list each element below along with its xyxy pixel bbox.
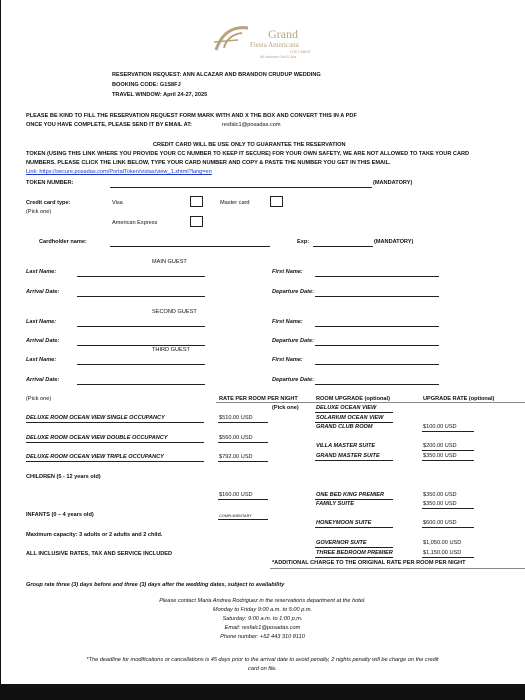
deadline-line1: *The deadline for modifications or cancellations is 45 days prior to the arrival date to avoid penalty, 2 nights penalty will be charge on the credit xyxy=(86,657,439,663)
room-single-underline[interactable] xyxy=(26,422,204,423)
contact-email: Email: resfalc1@posadas.com xyxy=(224,625,301,631)
children-price: $160.00 USD xyxy=(219,492,253,498)
card-type-label: Credit card type: xyxy=(26,200,71,206)
upgrade-grand-club: GRAND CLUB ROOM xyxy=(316,424,373,430)
amex-label: American Express xyxy=(112,220,158,226)
room-triple-price-line xyxy=(218,461,268,462)
room-double-price-line xyxy=(218,442,268,443)
upgrade-family-price-line xyxy=(422,508,474,509)
contact-phone: Phone number: +52 443 310 8110 xyxy=(220,634,305,640)
upgrade-one-bed-underline[interactable] xyxy=(315,499,393,500)
upgrade-three-bedroom-price-line xyxy=(422,557,474,558)
booking-code: BOOKING CODE: G1S8FJ xyxy=(112,82,181,88)
third-first-name-label: First Name: xyxy=(272,357,303,363)
third-departure-label: Departure Date: xyxy=(272,377,314,383)
additional-charge-note: *ADDITIONAL CHARGE TO THE ORIGINAL RATE PER ROOM PER NIGHT xyxy=(272,560,466,566)
second-first-name-label: First Name: xyxy=(272,319,303,325)
token-mandatory: (MANDATORY) xyxy=(373,180,413,186)
upgrade-villa-price-line xyxy=(422,450,474,451)
group-rate-note: Group rate three (3) days before and three (3) days after the wedding dates, subject to availability xyxy=(26,582,285,588)
upgrade-governor-price: $1,050.00 USD xyxy=(423,540,462,546)
mastercard-checkbox[interactable] xyxy=(270,196,283,207)
upgrade-villa-master-price: $200.00 USD xyxy=(423,443,457,449)
rates-pick-one: (Pick one) xyxy=(26,396,52,402)
children-price-line xyxy=(218,499,268,500)
third-first-name-field[interactable] xyxy=(315,364,439,365)
max-capacity: Maximum capacity: 3 adults or 2 adults and 2 child. xyxy=(26,532,163,538)
page-bottom-edge xyxy=(0,684,525,700)
token-number-field[interactable] xyxy=(110,187,372,188)
room-double-price: $560.00 USD xyxy=(219,435,253,441)
second-arrival-field[interactable] xyxy=(77,345,205,346)
upgrade-honeymoon-price-line xyxy=(422,527,474,528)
second-departure-label: Departure Date: xyxy=(272,338,314,344)
upgrade-grand-club-price: $100.00 USD xyxy=(423,424,457,430)
main-first-name-field[interactable] xyxy=(315,276,439,277)
upgrade-family-suite-price: $350.00 USD xyxy=(423,501,457,507)
guarantee-title: CREDIT CARD WILL BE USE ONLY TO GUARANTEE THE RESERVATION xyxy=(153,142,346,148)
upgrade-honeymoon-price: $600.00 USD xyxy=(423,520,457,526)
upgrade-three-bedroom-underline[interactable] xyxy=(315,557,393,558)
main-departure-label: Departure Date: xyxy=(272,289,314,295)
exp-label: Exp: xyxy=(297,239,310,245)
table-divider xyxy=(216,402,525,403)
token-portal-link[interactable]: Link: https://secure.posadas.com/PortalToken/vistas/view_1.xhtml?lang=en xyxy=(26,169,212,175)
upgrade-pick-one: (Pick one) xyxy=(272,405,299,411)
upgrade-honeymoon-underline[interactable] xyxy=(315,527,393,528)
instructions-email: resfalc1@posadas.com xyxy=(222,122,281,128)
second-last-name-field[interactable] xyxy=(77,326,205,327)
page-left-edge xyxy=(0,0,1,700)
room-single-price: $510.00 USD xyxy=(219,415,253,421)
room-double-name: DELUXE ROOM OCEAN VIEW DOUBLE OCCUPANCY xyxy=(26,435,168,441)
upgrade-grand-master: GRAND MASTER SUITE xyxy=(316,453,380,459)
room-triple-underline[interactable] xyxy=(26,461,204,462)
room-single-price-line xyxy=(218,422,268,423)
upgrade-deluxe-underline[interactable] xyxy=(315,412,393,413)
logo-allinclusive: All Inclusive Golf & Spa xyxy=(260,55,297,59)
upgrade-governor-underline[interactable] xyxy=(315,547,393,548)
upgrade-grand-master-underline[interactable] xyxy=(315,460,393,461)
upgrade-governor: GOVERNOR SUITE xyxy=(316,540,367,546)
second-first-name-field[interactable] xyxy=(315,326,439,327)
deadline-line2: card on file. xyxy=(248,666,277,672)
token-number-label: TOKEN NUMBER: xyxy=(26,180,74,186)
children-label: CHILDREN (5 - 12 years old) xyxy=(26,474,101,480)
infants-label: INFANTS (0 – 4 years old) xyxy=(26,512,94,518)
room-single-name: DELUXE ROOM OCEAN VIEW SINGLE OCCUPANCY xyxy=(26,415,165,421)
token-instructions-line2: NUMBERS. PLEASE CLICK THE LINK BELOW, TYPE YOUR CARD NUMBER AND COPY & PASTE THE NUMBER YOU GET IN THIS EMAIL. xyxy=(26,160,391,166)
upgrade-rate-header: UPGRADE RATE (optional) xyxy=(423,396,495,402)
third-arrival-field[interactable] xyxy=(77,384,205,385)
upgrade-grand-master-price-line xyxy=(422,460,474,461)
contact-line2: Monday to Friday 9:00 a.m. to 5:00 p.m. xyxy=(212,607,313,613)
upgrade-one-bed-king-price: $350.00 USD xyxy=(423,492,457,498)
upgrade-grand-club-price-line xyxy=(422,431,474,432)
cardholder-field[interactable] xyxy=(110,246,270,247)
travel-window: TRAVEL WINDOW: April 24-27, 2025 xyxy=(112,92,208,98)
main-guest-heading: MAIN GUEST xyxy=(152,259,187,265)
upgrade-three-bedroom: THREE BEDROOM PREMIER xyxy=(316,550,393,556)
main-departure-field[interactable] xyxy=(315,296,439,297)
third-last-name-field[interactable] xyxy=(77,364,205,365)
visa-checkbox[interactable] xyxy=(190,196,203,207)
upgrade-three-bedroom-price: $1,150.00 USD xyxy=(423,550,462,556)
header-title: RESERVATION REQUEST: ANN ALCAZAR AND BRANDON CRUDUP WEDDING xyxy=(112,72,321,78)
amex-checkbox[interactable] xyxy=(190,216,203,227)
main-last-name-label: Last Name: xyxy=(26,269,57,275)
visa-label: Visa xyxy=(112,200,123,206)
second-last-name-label: Last Name: xyxy=(26,319,57,325)
logo-fiesta: Fiesta Americana xyxy=(250,41,299,49)
upgrade-solarium-underline[interactable] xyxy=(315,422,393,423)
logo-loscabos: LOS CABOS xyxy=(290,50,311,54)
second-arrival-label: Arrival Date: xyxy=(26,338,60,344)
main-arrival-label: Arrival Date: xyxy=(26,289,60,295)
all-inclusive-note: ALL INCLUSIVE RATES, TAX AND SERVICE INCLUDED xyxy=(26,551,173,557)
upgrade-solarium: SOLARIUM OCEAN VIEW xyxy=(316,415,384,421)
room-triple-price: $792.00 USD xyxy=(219,454,253,460)
upgrade-grand-master-price: $350.00 USD xyxy=(423,453,457,459)
room-double-underline[interactable] xyxy=(26,442,204,443)
additional-charge-divider xyxy=(270,568,525,569)
second-guest-heading: SECOND GUEST xyxy=(152,309,197,315)
logo-grand: Grand xyxy=(268,27,298,41)
mastercard-label: Master card xyxy=(220,200,250,206)
main-last-name-field[interactable] xyxy=(77,276,205,277)
third-last-name-label: Last Name: xyxy=(26,357,57,363)
infants-price: COMPLIMENTARY xyxy=(219,514,252,518)
instructions-line1: PLEASE BE KIND TO FILL THE RESERVATION REQUEST FORM MARK WITH AND X THE BOX AND CONVERT THIS IN A PDF xyxy=(26,113,357,119)
contact-line3: Saturday: 9:00 a.m. to 1:00 p.m. xyxy=(222,616,303,622)
card-type-pick-one: (Pick one) xyxy=(26,209,52,215)
infants-price-line xyxy=(218,519,268,520)
contact-line1: Please contact Maria Andrea Rodriguez in the reservations department at the hotel. xyxy=(159,598,366,604)
third-departure-field[interactable] xyxy=(315,384,439,385)
upgrade-villa-master: VILLA MASTER SUITE xyxy=(316,443,376,449)
main-first-name-label: First Name: xyxy=(272,269,303,275)
logo-mark-icon xyxy=(212,22,250,54)
upgrade-header: ROOM UPGRADE (optional) xyxy=(316,396,390,402)
cardholder-label: Cardholder name: xyxy=(39,239,87,245)
upgrade-one-bed-king: ONE BED KING PREMIER xyxy=(316,492,385,498)
main-arrival-field[interactable] xyxy=(77,296,205,297)
exp-field[interactable] xyxy=(313,246,373,247)
instructions-line2: ONCE YOU HAVE COMPLETE, PLEASE SEND IT BY EMAIL AT: xyxy=(26,122,192,128)
upgrade-deluxe-ocean-view: DELUXE OCEAN VIEW xyxy=(316,405,377,411)
third-arrival-label: Arrival Date: xyxy=(26,377,60,383)
upgrade-honeymoon: HONEYMOON SUITE xyxy=(316,520,372,526)
third-guest-heading: THIRD GUEST xyxy=(152,347,190,353)
exp-mandatory: (MANDATORY) xyxy=(374,239,414,245)
second-departure-field[interactable] xyxy=(315,345,439,346)
upgrade-family-suite: FAMILY SUITE xyxy=(316,501,355,507)
rate-header: RATE PER ROOM PER NIGHT xyxy=(219,396,298,402)
room-triple-name: DELUXE ROOM OCEAN VIEW TRIPLE OCCUPANCY xyxy=(26,454,164,460)
token-instructions-line1: TOKEN (USING THIS LINK WHERE YOU PROVIDE YOUR CC NUMBER TO KEEP IT SECURE) FOR YOUR OWN SAFETY, WE ARE NOT ALLOWED TO TAKE YOUR CARD xyxy=(26,151,470,157)
